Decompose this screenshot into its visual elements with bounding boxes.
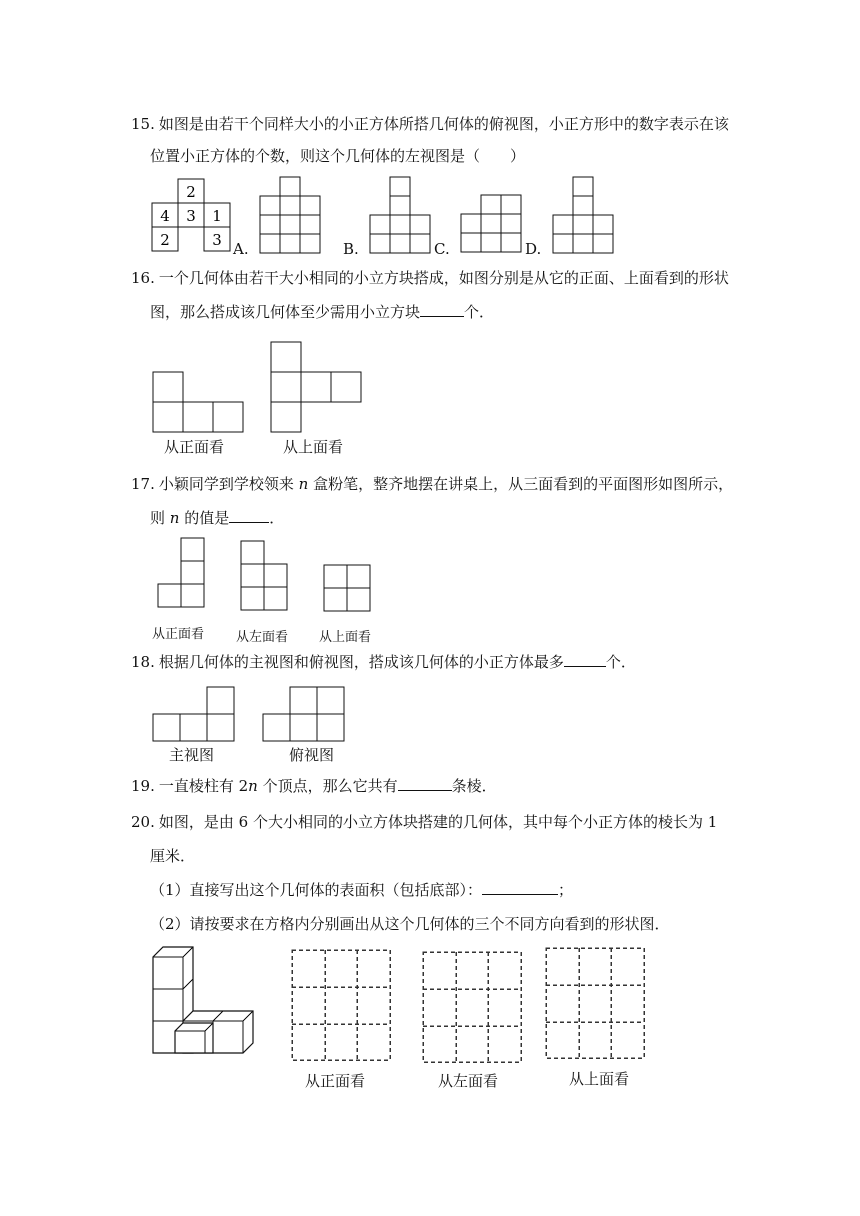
option-b-label[interactable]: B. [343,240,359,258]
grid-num: 2 [160,231,170,249]
option-d-figure[interactable] [552,176,614,254]
grid-num: 2 [186,183,196,201]
caption-top-view: 俯视图 [289,746,335,764]
option-a-label[interactable]: A. [233,240,249,258]
q18-main-view [152,686,236,742]
q20-top-view-grid[interactable] [544,946,646,1060]
q20-line1: 20. 如图，是由 6 个大小相同的小立方体块搭建的几何体，其中每个小正方体的棱长为 1 [131,813,718,831]
q15-line1: 15. 如图是由若干个同样大小的小正方体所搭几何体的俯视图，小正方形中的数字表示在该 [131,115,729,133]
q15-top-view-grid [150,178,232,254]
caption-front: 从正面看 [164,438,225,456]
q17-left-view [240,540,290,612]
option-d-label[interactable]: D. [525,240,542,258]
q17-line2: 则 n 的值是 ． [150,509,285,527]
q16-front-view [152,371,244,433]
grid-num: 3 [212,231,222,249]
caption-top: 从上面看 [319,630,372,645]
q20-left-view-grid[interactable] [421,950,523,1064]
q20-front-view-grid[interactable] [290,948,392,1062]
caption-front: 从正面看 [152,627,205,642]
q20-sub2: （2）请按要求在方格内分别画出从这个几何体的三个不同方向看到的形状图． [150,915,670,933]
q16-line1: 16. 一个几何体由若干大小相同的小立方块搭成，如图分别是从它的正面、上面看到的形状 [131,269,729,287]
q17-top-view [323,564,371,612]
caption-top: 从上面看 [569,1070,630,1088]
q19-line: 19. 一直棱柱有 2n 个顶点，那么它共有 条棱． [131,777,497,795]
q18-top-view [262,686,346,742]
option-a-figure[interactable] [259,176,321,254]
option-c-label[interactable]: C. [434,240,450,258]
answer-blank[interactable] [482,880,558,895]
option-c-figure[interactable] [460,194,522,254]
caption-top: 从上面看 [283,438,344,456]
grid-num: 1 [212,207,222,225]
q20-line2: 厘米． [150,847,196,865]
answer-blank[interactable] [229,508,269,523]
q16-line2: 图，那么搭成该几何体至少需用小立方块 个． [150,303,495,321]
q16-top-view [270,341,362,433]
caption-front: 从正面看 [305,1072,366,1090]
grid-num: 3 [186,207,196,225]
q20-sub1: （1）直接写出这个几何体的表面积（包括底部）： ； [150,881,574,899]
answer-blank[interactable] [398,776,452,791]
q17-front-view [157,537,207,609]
q18-line1: 18. 根据几何体的主视图和俯视图，搭成该几何体的小正方体最多 个． [131,653,636,671]
q17-line1: 17. 小颖同学到学校领来 n 盒粉笔，整齐地摆在讲桌上，从三面看到的平面图形如图所示， [131,475,734,493]
option-b-figure[interactable] [369,176,431,254]
q15-line2: 位置小正方体的个数，则这个几何体的左视图是（ ） [150,147,526,165]
grid-num: 4 [160,207,170,225]
q20-cube-figure [150,945,256,1057]
caption-main-view: 主视图 [169,746,215,764]
caption-left: 从左面看 [438,1072,499,1090]
answer-blank[interactable] [420,302,464,317]
caption-left: 从左面看 [236,630,289,645]
answer-blank[interactable] [564,652,606,667]
